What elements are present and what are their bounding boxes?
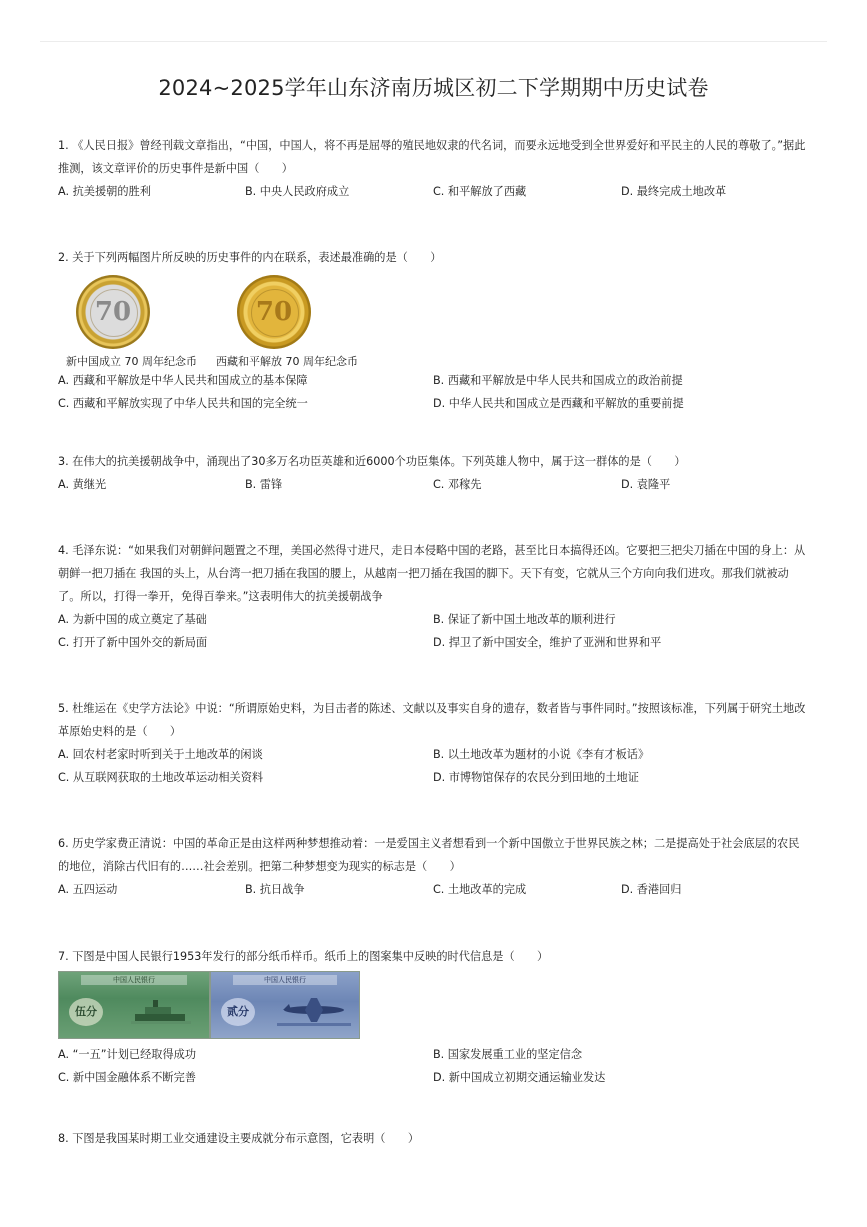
option-d[interactable]: D. 香港回归 <box>621 883 682 896</box>
option-b[interactable]: B. 保证了新中国土地改革的顺利进行 <box>433 613 616 626</box>
option-d[interactable]: D. 袁隆平 <box>621 478 671 491</box>
option-c[interactable]: C. 和平解放了西藏 <box>433 185 527 198</box>
question-5 <box>58 697 810 789</box>
question-stem: 4. 毛泽东说：“如果我们对朝鲜问题置之不理，美国必然得寸进尺，走日本侵略中国的老路，甚至比日本搞得还凶。它要把三把尖刀插在中国的身上：从朝鲜一把刀插在 我国的头上，从台湾一把刀插在我国的腰上，从越南一把刀插在我国的脚下。天下有变，它就从三个方向向我们进攻。那我们就被动了。所以，打得一拳开，免得百拳来。”这表明伟大的抗美援朝战争 <box>58 544 806 603</box>
options-row <box>58 369 810 392</box>
option-c[interactable]: C. 邓稼先 <box>433 478 482 491</box>
question-2 <box>58 246 810 415</box>
coin-caption: 西藏和平解放 70 周年纪念币 <box>216 355 358 368</box>
two-fen-banknote <box>210 971 360 1039</box>
question-1 <box>58 134 810 203</box>
option-a[interactable]: A. 五四运动 <box>58 883 118 896</box>
option-a[interactable]: A. 抗美援朝的胜利 <box>58 185 151 198</box>
banknotes-figure <box>58 969 810 1043</box>
note-value: 伍分 <box>69 998 103 1026</box>
option-b[interactable]: B. 雷锋 <box>245 478 283 491</box>
question-stem: 7. 下图是中国人民银行1953年发行的部分纸币样币。纸币上的图案集中反映的时代信息是（ ） <box>58 950 549 963</box>
note-value: 贰分 <box>221 998 255 1026</box>
question-stem: 8. 下图是我国某时期工业交通建设主要成就分布示意图，它表明（ ） <box>58 1132 420 1145</box>
coin-numeral: 70 <box>255 297 293 327</box>
question-stem: 3. 在伟大的抗美援朝战争中，涌现出了30多万名功臣英雄和近6000个功臣集体。下列英雄人物中，属于这一群体的是（ ） <box>58 455 686 468</box>
option-c[interactable]: C. 打开了新中国外交的新局面 <box>58 636 208 649</box>
question-4 <box>58 539 810 654</box>
option-a[interactable]: A. 黄继光 <box>58 478 107 491</box>
options-row <box>58 631 810 654</box>
options-row <box>58 1043 810 1066</box>
options-row <box>58 1066 810 1089</box>
coin-numeral: 70 <box>94 297 132 327</box>
page-title: 2024~2025学年山东济南历城区初二下学期期中历史试卷 <box>158 76 709 100</box>
tibet-liberation-70th-coin <box>237 275 311 349</box>
option-d[interactable]: D. 最终完成土地改革 <box>621 185 727 198</box>
commemorative-coins-figure <box>58 271 810 369</box>
option-a[interactable]: A. 西藏和平解放是中华人民共和国成立的基本保障 <box>58 374 308 387</box>
question-stem: 1. 《人民日报》曾经刊载文章指出，“中国，中国人，将不再是屈辱的殖民地奴隶的代名词，而要永远地受到全世界爱好和平民主的人民的尊敬了。”据此推测，该文章评价的历史事件是新中国（ ） <box>58 139 806 175</box>
coin-caption: 新中国成立 70 周年纪念币 <box>66 355 197 368</box>
question-stem: 6. 历史学家费正清说：中国的革命正是由这样两种梦想推动着：一是爱国主义者想看到一个新中国傲立于世界民族之林；二是提高处于社会底层的农民的地位，消除古代旧有的……社会差别。把第二种梦想变为现实的标志是（ ） <box>58 837 800 873</box>
options-row <box>58 743 810 766</box>
question-stem: 5. 杜维运在《史学方法论》中说：“所谓原始史料，为目击者的陈述、文献以及事实自身的遗存，数者皆与事件同时。”按照该标准，下列属于研究土地改革原始史料的是（ ） <box>58 702 806 738</box>
option-b[interactable]: B. 国家发展重工业的坚定信念 <box>433 1048 583 1061</box>
question-3 <box>58 450 810 496</box>
option-b[interactable]: B. 以土地改革为题材的小说《李有才板话》 <box>433 748 650 761</box>
question-7 <box>58 945 810 1089</box>
option-d[interactable]: D. 捍卫了新中国安全，维护了亚洲和世界和平 <box>433 636 662 649</box>
option-c[interactable]: C. 西藏和平解放实现了中华人民共和国的完全统一 <box>58 397 308 410</box>
options-row <box>58 766 810 789</box>
option-c[interactable]: C. 土地改革的完成 <box>433 883 527 896</box>
header-divider <box>40 41 827 42</box>
option-c[interactable]: C. 从互联网获取的土地改革运动相关资料 <box>58 771 264 784</box>
options-row <box>58 392 810 415</box>
question-8 <box>58 1127 810 1150</box>
airplane-icon <box>277 994 351 1028</box>
note-header: 中国人民银行 <box>233 975 337 985</box>
options-row <box>58 180 810 203</box>
option-a[interactable]: A. 回农村老家时听到关于土地改革的闲谈 <box>58 748 263 761</box>
question-6 <box>58 832 810 901</box>
prc-70th-anniversary-coin <box>76 275 150 349</box>
option-b[interactable]: B. 中央人民政府成立 <box>245 185 350 198</box>
five-fen-banknote <box>58 971 210 1039</box>
options-row <box>58 473 810 496</box>
option-c[interactable]: C. 新中国金融体系不断完善 <box>58 1071 196 1084</box>
option-b[interactable]: B. 抗日战争 <box>245 883 305 896</box>
option-d[interactable]: D. 市博物馆保存的农民分到田地的土地证 <box>433 771 639 784</box>
note-header: 中国人民银行 <box>81 975 187 985</box>
question-stem: 2. 关于下列两幅图片所反映的历史事件的内在联系，表述最准确的是（ ） <box>58 251 442 264</box>
option-b[interactable]: B. 西藏和平解放是中华人民共和国成立的政治前提 <box>433 374 683 387</box>
option-a[interactable]: A. “一五”计划已经取得成功 <box>58 1048 197 1061</box>
options-row <box>58 608 810 631</box>
option-d[interactable]: D. 新中国成立初期交通运输业发达 <box>433 1071 606 1084</box>
ship-icon <box>131 996 191 1026</box>
option-d[interactable]: D. 中华人民共和国成立是西藏和平解放的重要前提 <box>433 397 684 410</box>
option-a[interactable]: A. 为新中国的成立奠定了基础 <box>58 613 207 626</box>
options-row <box>58 878 810 901</box>
